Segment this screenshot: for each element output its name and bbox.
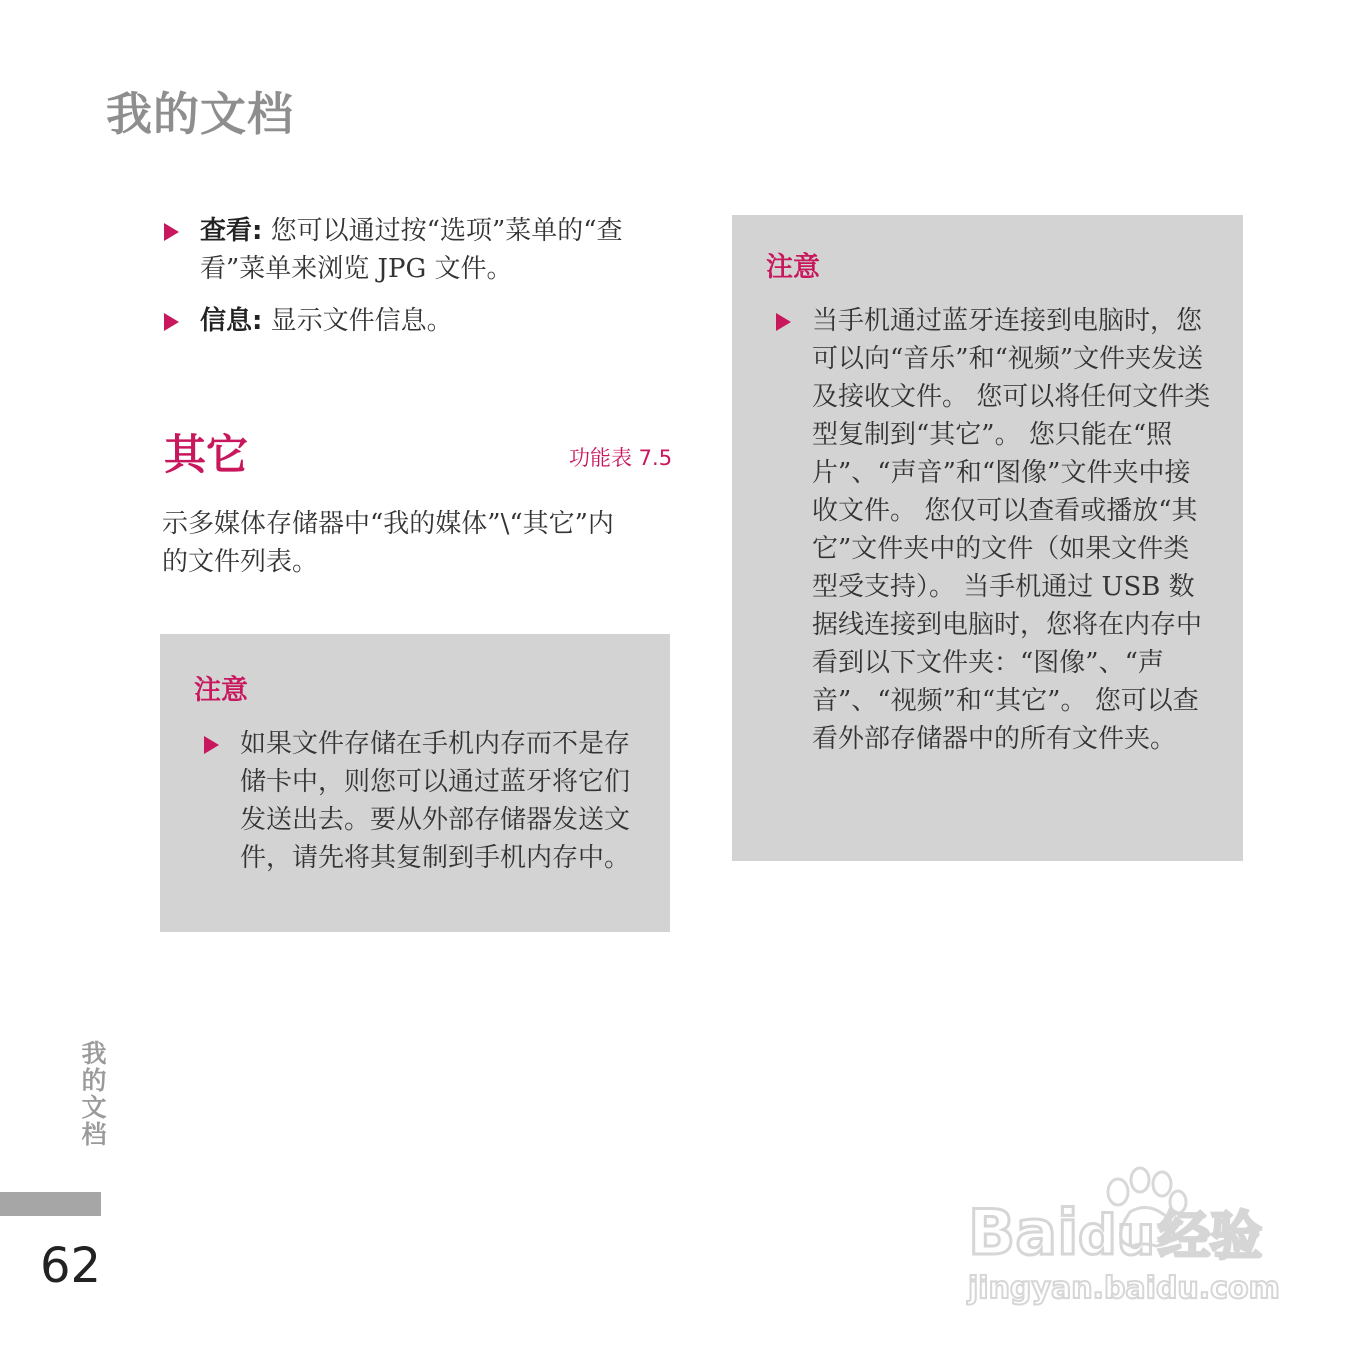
bullet-text: 显示文件信息。 bbox=[270, 306, 453, 336]
note-title: 注意 bbox=[194, 675, 248, 706]
section-title: 其它 bbox=[164, 430, 249, 479]
note-item bbox=[766, 302, 1213, 758]
list-item-view bbox=[162, 212, 632, 288]
note-title: 注意 bbox=[766, 252, 820, 283]
note-box-left bbox=[160, 634, 670, 932]
section-body: 示多媒体存储器中“我的媒体”\“其它”内的文件列表。 bbox=[162, 509, 614, 577]
bullet-list bbox=[162, 212, 632, 354]
bullet-term: 查看: bbox=[200, 216, 263, 246]
page-marker-bar bbox=[0, 1192, 101, 1216]
triangle-bullet-icon bbox=[164, 223, 179, 241]
page-title: 我的文档 bbox=[106, 87, 294, 141]
list-item-info bbox=[162, 302, 632, 340]
function-reference: 功能表 7.5 bbox=[569, 446, 673, 470]
page-number: 62 bbox=[40, 1238, 102, 1294]
note-box-right bbox=[732, 215, 1243, 861]
svg-text:du: du bbox=[1078, 1204, 1156, 1267]
bullet-term: 信息: bbox=[200, 306, 263, 336]
note-text: 如果文件存储在手机内存而不是存储卡中，则您可以通过蓝牙将它们发送出去。要从外部存储器发送文件，请先将其复制到手机内存中。 bbox=[240, 729, 631, 873]
triangle-bullet-icon bbox=[776, 313, 791, 331]
bullet-text: 您可以通过按“选项”菜单的“查看”菜单来浏览 JPG 文件。 bbox=[200, 216, 623, 284]
triangle-bullet-icon bbox=[164, 313, 179, 331]
triangle-bullet-icon bbox=[204, 736, 219, 754]
note-text: 当手机通过蓝牙连接到电脑时，您可以向“音乐”和“视频”文件夹发送及接收文件。 您可以将任何文件类型复制到“其它”。 您只能在“照片”、“声音”和“图像”文件夹中接收文件。 您仅可以查看或播放“其它”文件夹中的文件（如果文件类型受支持）。 当手机通过 USB 数据线连接到电脑时，您将在内存中看到以下文件夹：“图像”、“声音”、“视频”和“其它”。 您可以查看外部存储器中的所有文件夹。 bbox=[812, 306, 1211, 754]
svg-text:Bai: Bai bbox=[968, 1196, 1079, 1269]
baidu-watermark-logo bbox=[960, 1150, 1280, 1310]
side-chapter-label: 我的文档 bbox=[78, 1040, 107, 1148]
svg-text:经验: 经验 bbox=[1158, 1207, 1263, 1267]
svg-text:jingyan.baidu.com: jingyan.baidu.com bbox=[968, 1271, 1280, 1306]
note-item bbox=[194, 725, 636, 877]
